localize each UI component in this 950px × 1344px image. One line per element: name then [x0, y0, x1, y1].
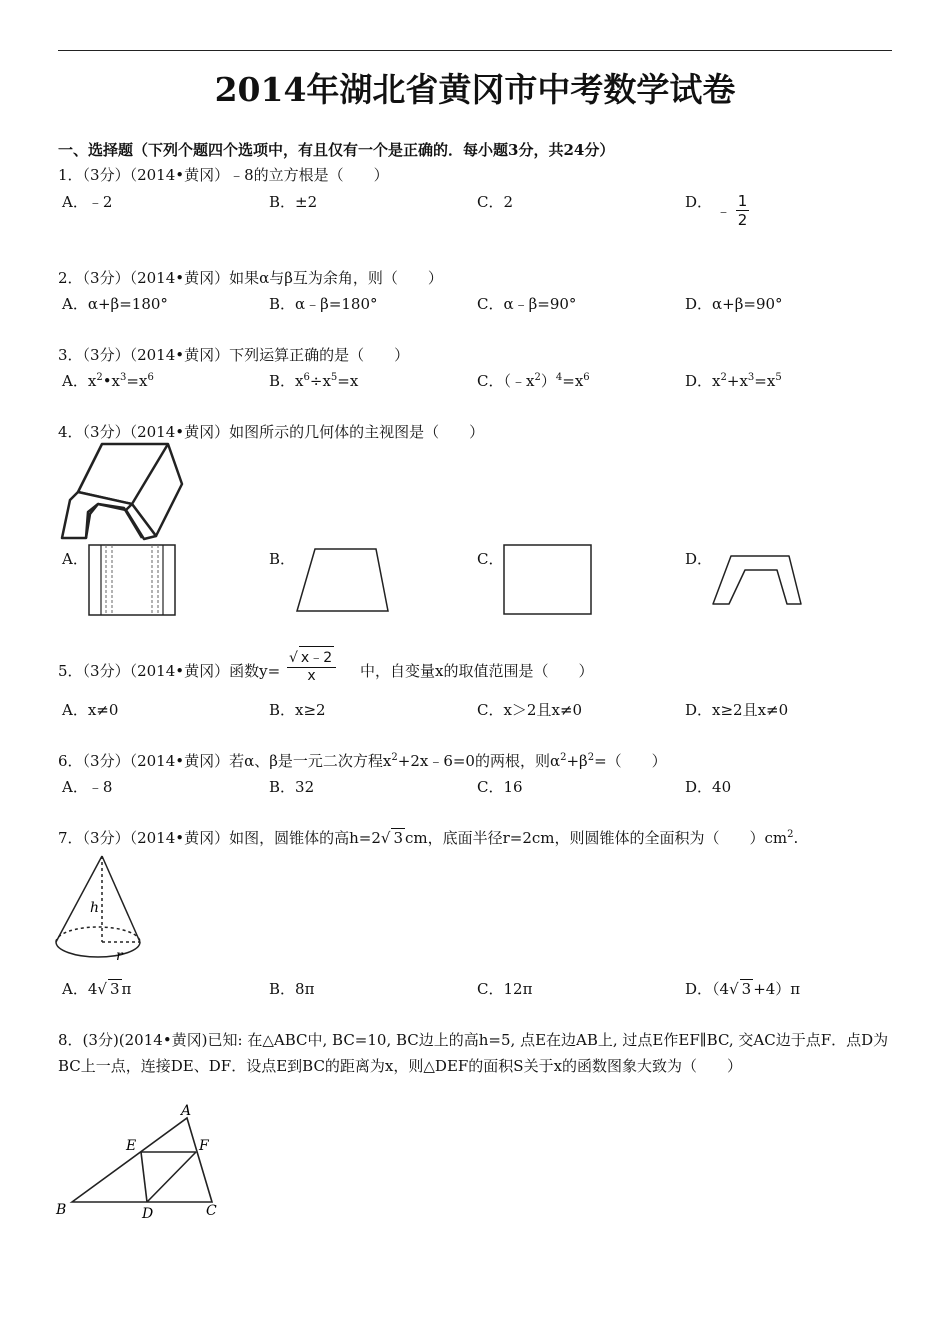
q3-b-exp1: 6	[303, 372, 310, 383]
q2-option-c[interactable]: C．α﹣β=90°	[477, 295, 577, 313]
q6-stem-pre: 6．（3分）（2014•黄冈）若α、β是一元二次方程x	[58, 752, 392, 770]
q8-label-A: A	[181, 1103, 192, 1119]
q3-c-exp3: 6	[583, 372, 590, 383]
q8-stem: 8．(3分)(2014•黄冈)已知: 在△ABC中, BC=10, BC边上的高h=5, 点E在边AB上, 过点E作EF∥BC, 交AC边于点F．点D为BC上一点，连接DE、DF．设点E到BC的距离为x，则△DEF的面积S关于x的函数图象大致为（ ）	[58, 1031, 889, 1075]
q7-d-root: 3	[741, 980, 752, 998]
q7-root: 3	[393, 829, 403, 847]
q7-a-root: 3	[109, 980, 120, 998]
q6-option-d[interactable]: D．40	[685, 778, 732, 796]
q1-option-d[interactable]	[685, 191, 712, 212]
q3-c-x2: x	[574, 372, 584, 390]
q3-c-exp2: 4	[555, 372, 563, 383]
q3-b-eq: =	[337, 372, 350, 390]
q3-a-exp1: 2	[96, 372, 103, 383]
q3-d-exp1: 2	[720, 372, 727, 383]
q5-stem	[58, 660, 280, 681]
q3-b-div: ÷	[309, 372, 323, 390]
q3-b-exp2: 5	[330, 372, 338, 383]
q1-option-d-label: D．	[685, 193, 713, 211]
q3-d-exp2: 3	[747, 372, 755, 383]
q7-option-a[interactable]: A．4√ 3 π	[62, 980, 132, 998]
q2-option-b[interactable]: B．α﹣β=180°	[269, 295, 378, 313]
q3-a-x3: x	[138, 372, 148, 390]
q6-exp1: 2	[391, 752, 398, 763]
q5-stem-pre: 5．（3分）（2014•黄冈）函数y=	[58, 662, 281, 680]
q6-stem-post: =（ ）	[594, 752, 667, 770]
q5-fraction	[287, 646, 336, 684]
q8-label-F: F	[199, 1138, 209, 1154]
q8-label-C: C	[206, 1203, 217, 1219]
q4-option-d[interactable]: D．	[685, 550, 713, 568]
q3-option-b[interactable]	[269, 370, 358, 391]
q7-stem: 7．（3分）（2014•黄冈）如图，圆锥体的高h=2√ 3 cm，底面半径r=2cm，则圆锥体的全面积为（ ）$cm^2$.	[58, 829, 799, 847]
q4-option-c[interactable]: C．	[477, 550, 504, 568]
q5-frac	[287, 646, 336, 684]
q3-option-c[interactable]	[477, 370, 590, 391]
q6-stem	[58, 750, 667, 771]
q4-option-b-figure[interactable]	[293, 545, 393, 615]
q7-exp: 2	[787, 829, 794, 840]
q3-a-exp3: 6	[147, 372, 154, 383]
q3-a-exp2: 3	[120, 372, 127, 383]
q5-den: x	[307, 668, 316, 684]
q8-label-B: B	[56, 1202, 67, 1218]
q3-option-d[interactable]	[685, 370, 782, 391]
header-rule	[58, 50, 892, 51]
q7-stem-end: .	[793, 829, 799, 847]
q3-b-x3: x	[349, 372, 359, 390]
q3-option-a[interactable]	[62, 370, 154, 391]
q5-option-b[interactable]: B．x≥2	[269, 701, 326, 719]
q7-cone-figure	[53, 852, 143, 964]
q4-option-a-figure[interactable]	[87, 543, 177, 618]
q6-option-a[interactable]: A．﹣8	[62, 778, 113, 796]
q1-d-den: 2	[737, 211, 748, 229]
q3-c-eq: =	[562, 372, 575, 390]
q7-a-end: π	[121, 980, 132, 998]
q8-label-E: E	[126, 1138, 137, 1154]
q3-stem: 3．（3分）（2014•黄冈）下列运算正确的是（ ）	[58, 346, 410, 364]
q3-b-x2: x	[322, 372, 331, 390]
q7-stem-post: cm，底面半径r=2cm，则圆锥体的全面积为（ ）cm	[405, 829, 788, 847]
q3-a-x2: x	[111, 372, 121, 390]
q6-stem-mid2: +β	[566, 752, 588, 770]
q1-option-a[interactable]: A．﹣2	[62, 193, 113, 211]
q8-triangle-figure	[54, 1100, 224, 1225]
q1-option-b[interactable]: B．±2	[269, 193, 318, 211]
q2-option-d[interactable]: D．α+β=90°	[685, 295, 783, 313]
q2-option-a[interactable]: A．α+β=180°	[62, 295, 168, 313]
q2-stem: 2．（3分）（2014•黄冈）如果α与β互为余角，则（ ）	[58, 269, 443, 287]
q6-exp2: 2	[560, 752, 567, 763]
q3-b-x1: x	[295, 372, 304, 390]
q1-option-c[interactable]: C．2	[477, 193, 514, 211]
q7-a-label: A．4	[62, 980, 98, 998]
q4-solid-figure	[56, 442, 186, 542]
q1-d-frac	[736, 192, 750, 229]
q6-exp3: 2	[587, 752, 595, 763]
q3-a-label: A．	[62, 372, 88, 390]
q1-d-sign: ﹣	[716, 202, 732, 220]
q7-d-label: D．（4	[685, 980, 730, 998]
q5-stem-post: 中，自变量x的取值范围是（ ）	[360, 662, 594, 680]
q3-d-label: D．	[685, 372, 713, 390]
q1-stem: 1．（3分）（2014•黄冈）﹣8的立方根是（ ）	[58, 166, 389, 184]
q4-option-b[interactable]: B．	[269, 550, 296, 568]
q1-option-d-fraction	[716, 192, 749, 229]
q3-a-dot: •	[102, 372, 112, 390]
q5-option-c[interactable]: C．x＞2且x≠0	[477, 701, 583, 719]
q6-option-b[interactable]: B．32	[269, 778, 315, 796]
q7-d-end: +4）π	[753, 980, 801, 998]
q5-num: x﹣2	[299, 646, 334, 667]
q7-option-d[interactable]: D．（4√ 3 +4）π	[685, 980, 801, 998]
q3-d-x1: x	[712, 372, 721, 390]
q3-b-label: B．	[269, 372, 296, 390]
q3-d-eq: =	[754, 372, 767, 390]
q3-d-exp3: 5	[775, 372, 782, 383]
q5-option-d[interactable]: D．x≥2且x≠0	[685, 701, 789, 719]
q3-c-x1: x	[526, 372, 535, 390]
section-heading: 一、选择题（下列个题四个选项中，有且仅有一个是正确的．每小题3分，共24分）	[58, 141, 615, 159]
q4-option-d-figure[interactable]	[709, 550, 805, 608]
q6-stem-mid: +2x﹣6=0的两根，则α	[397, 752, 561, 770]
q3-c-close: ）	[540, 372, 556, 390]
q7-label-r: r	[116, 948, 123, 964]
q7-label-h: h	[90, 900, 100, 916]
q3-d-plus: +	[726, 372, 740, 390]
q7-option-b[interactable]: B．8π	[269, 980, 315, 998]
q5-num-wrap: √ x﹣2	[287, 646, 336, 668]
q3-c-exp1: 2	[534, 372, 541, 383]
q5-option-a[interactable]: A．x≠0	[62, 701, 119, 719]
q3-c-open: （﹣	[503, 372, 526, 390]
q7-stem-pre: 7．（3分）（2014•黄冈）如图，圆锥体的高h=2	[58, 829, 381, 847]
q3-c-label: C．	[477, 372, 504, 390]
q3-d-x3: x	[766, 372, 776, 390]
q3-d-x2: x	[739, 372, 748, 390]
page-title: 2014年湖北省黄冈市中考数学试卷	[214, 70, 736, 109]
q8-label-D: D	[142, 1206, 154, 1222]
q4-stem: 4．（3分）（2014•黄冈）如图所示的几何体的主视图是（ ）	[58, 423, 485, 441]
q3-a-eq: =	[126, 372, 139, 390]
q4-option-a[interactable]: A．	[62, 550, 88, 568]
q7-option-c[interactable]: C．12π	[477, 980, 533, 998]
q6-option-c[interactable]: C．16	[477, 778, 523, 796]
q1-d-num: 1	[737, 192, 748, 210]
q3-a-x1: x	[87, 372, 97, 390]
q4-option-c-figure[interactable]	[502, 543, 594, 617]
